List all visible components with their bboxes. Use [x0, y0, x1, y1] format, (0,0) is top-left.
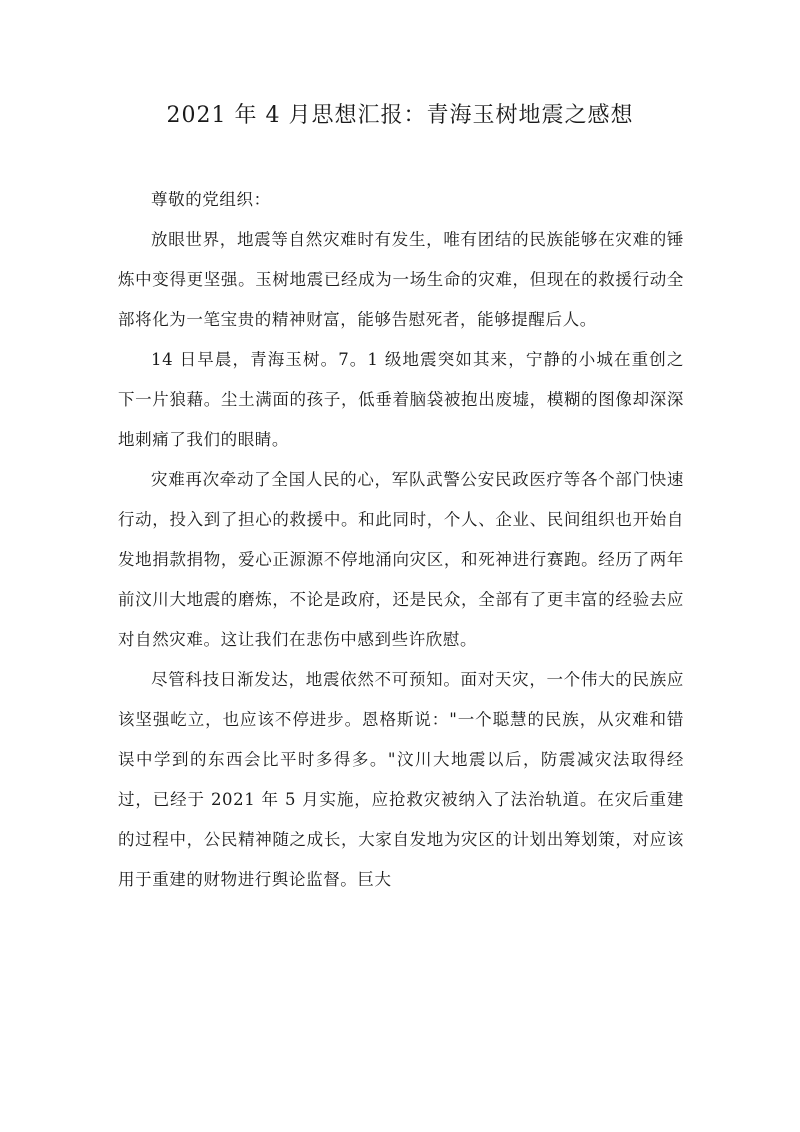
- document-title: 2021 年 4 月思想汇报：青海玉树地震之感想: [166, 103, 634, 128]
- paragraph-4: 尽管科技日渐发达，地震依然不可预知。面对天灾，一个伟大的民族应该坚强屹立，也应该不停进步。恩格斯说："一个聪慧的民族，从灾难和错误中学到的东西会比平时多得多。"汶川大地震以后，防震减灾法取得经过，已经于 2021 年 5 月实施，应抢救灾被纳入了法治轨道。在灾后重建的过程中，公民精神随之成长，大家自发地为灾区的计划出筹划策，对应该用于重建的财物进行舆论监督。巨大: [118, 670, 684, 889]
- salutation: 尊敬的党组织：: [151, 190, 271, 209]
- paragraph-2: 14 日早晨，青海玉树。7。1 级地震突如其来，宁静的小城在重创之下一片狼藉。尘土满面的孩子，低垂着脑袋被抱出废墟，模糊的图像却深深地刺痛了我们的眼睛。: [118, 350, 684, 449]
- document-body: [118, 180, 684, 900]
- paragraph-3: 灾难再次牵动了全国人民的心，军队武警公安民政医疗等各个部门快速行动，投入到了担心的救援中。和此同时，个人、企业、民间组织也开始自发地捐款捐物，爱心正源源不停地涌向灾区，和死神进行赛跑。经历了两年前汶川大地震的磨炼，不论是政府，还是民众，全部有了更丰富的经验去应对自然灾难。这让我们在悲伤中感到些许欣慰。: [118, 470, 684, 649]
- paragraph-1: 放眼世界，地震等自然灾难时有发生，唯有团结的民族能够在灾难的锤炼中变得更坚强。玉树地震已经成为一场生命的灾难，但现在的救援行动全部将化为一笔宝贵的精神财富，能够告慰死者，能够提醒后人。: [118, 230, 684, 329]
